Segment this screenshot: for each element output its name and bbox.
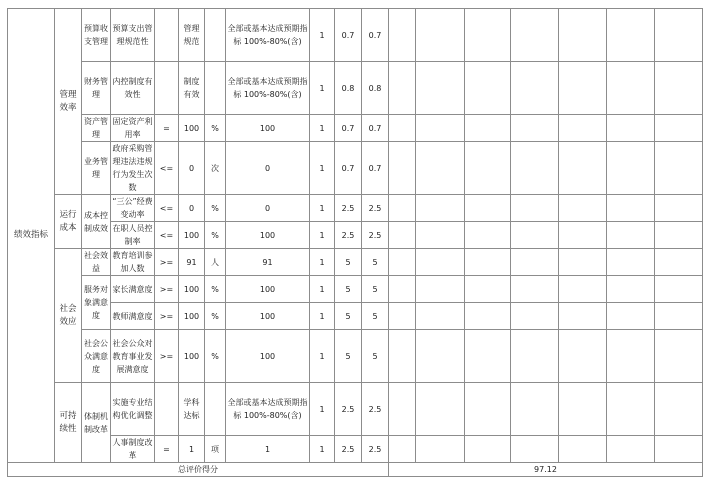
final-score-cell: 5 — [362, 249, 389, 276]
target-value-cell: 学科达标 — [179, 383, 205, 436]
operator-cell — [155, 62, 179, 115]
empty-cell — [559, 276, 607, 303]
target-value-cell: 91 — [179, 249, 205, 276]
score-cell: 5 — [335, 276, 362, 303]
empty-cell — [655, 115, 703, 142]
empty-cell — [607, 249, 655, 276]
table-row — [8, 303, 703, 330]
indicator-name-cell: 固定资产利用率 — [111, 115, 155, 142]
empty-cell — [511, 115, 559, 142]
empty-cell — [389, 115, 416, 142]
target-value-cell: 100 — [179, 330, 205, 383]
empty-cell — [511, 62, 559, 115]
empty-cell — [511, 222, 559, 249]
table-row — [8, 142, 703, 195]
unit-cell: 人 — [205, 249, 226, 276]
scoring-standard-cell: 0 — [226, 142, 310, 195]
operator-cell: = — [155, 436, 179, 463]
operator-cell: >= — [155, 303, 179, 330]
final-score-cell: 0.7 — [362, 9, 389, 62]
empty-cell — [416, 9, 465, 62]
final-score-cell: 5 — [362, 330, 389, 383]
score-cell: 2.5 — [335, 222, 362, 249]
total-score-value: 97.12 — [389, 463, 703, 477]
unit-cell: 次 — [205, 142, 226, 195]
level3-indicator-cell: 资产管理 — [82, 115, 111, 142]
weight-cell: 1 — [310, 115, 335, 142]
unit-cell — [205, 383, 226, 436]
operator-cell — [155, 9, 179, 62]
score-cell: 0.7 — [335, 9, 362, 62]
empty-cell — [416, 303, 465, 330]
score-cell: 2.5 — [335, 383, 362, 436]
empty-cell — [465, 436, 511, 463]
indicator-name-cell: 内控制度有效性 — [111, 62, 155, 115]
empty-cell — [607, 9, 655, 62]
unit-cell — [205, 62, 226, 115]
empty-cell — [389, 222, 416, 249]
indicator-name-cell: 在职人员控制率 — [111, 222, 155, 249]
unit-cell: % — [205, 115, 226, 142]
indicator-name-cell: 家长满意度 — [111, 276, 155, 303]
empty-cell — [607, 62, 655, 115]
empty-cell — [607, 195, 655, 222]
unit-cell: % — [205, 303, 226, 330]
indicator-name-cell: 教育培训参加人数 — [111, 249, 155, 276]
table-row — [8, 383, 703, 436]
target-value-cell: 100 — [179, 222, 205, 249]
empty-cell — [655, 62, 703, 115]
level3-indicator-cell: 成本控制成效 — [82, 195, 111, 249]
empty-cell — [465, 330, 511, 383]
score-cell: 5 — [335, 303, 362, 330]
empty-cell — [389, 303, 416, 330]
level3-indicator-cell: 服务对象满意度 — [82, 276, 111, 330]
empty-cell — [655, 222, 703, 249]
empty-cell — [465, 115, 511, 142]
empty-cell — [416, 115, 465, 142]
empty-cell — [416, 142, 465, 195]
empty-cell — [655, 436, 703, 463]
target-value-cell: 管理规范 — [179, 9, 205, 62]
unit-cell: % — [205, 222, 226, 249]
empty-cell — [559, 330, 607, 383]
empty-cell — [511, 142, 559, 195]
level3-indicator-cell: 预算收支管理 — [82, 9, 111, 62]
score-cell: 0.7 — [335, 142, 362, 195]
target-value-cell: 制度有效 — [179, 62, 205, 115]
level2-indicator-cell: 可持续性 — [55, 383, 82, 463]
empty-cell — [416, 195, 465, 222]
score-cell: 2.5 — [335, 436, 362, 463]
score-cell: 2.5 — [335, 195, 362, 222]
empty-cell — [559, 222, 607, 249]
scoring-standard-cell: 全部或基本达成预期指标 100%-80%(含) — [226, 9, 310, 62]
empty-cell — [389, 276, 416, 303]
scoring-standard-cell: 100 — [226, 276, 310, 303]
empty-cell — [607, 330, 655, 383]
empty-cell — [416, 276, 465, 303]
scoring-standard-cell: 91 — [226, 249, 310, 276]
final-score-cell: 5 — [362, 276, 389, 303]
empty-cell — [655, 330, 703, 383]
target-value-cell: 0 — [179, 142, 205, 195]
level1-indicator-cell: 绩效指标 — [8, 9, 55, 463]
empty-cell — [559, 62, 607, 115]
indicator-name-cell: “三公”经费变动率 — [111, 195, 155, 222]
empty-cell — [416, 330, 465, 383]
level3-indicator-cell: 社会公众满意度 — [82, 330, 111, 383]
table-row — [8, 276, 703, 303]
empty-cell — [607, 222, 655, 249]
operator-cell: <= — [155, 222, 179, 249]
empty-cell — [607, 436, 655, 463]
empty-cell — [655, 9, 703, 62]
empty-cell — [559, 195, 607, 222]
level3-indicator-cell: 体制机制改革 — [82, 383, 111, 463]
empty-cell — [607, 115, 655, 142]
unit-cell: % — [205, 330, 226, 383]
weight-cell: 1 — [310, 62, 335, 115]
operator-cell: >= — [155, 276, 179, 303]
empty-cell — [416, 249, 465, 276]
empty-cell — [559, 383, 607, 436]
empty-cell — [389, 195, 416, 222]
final-score-cell: 0.7 — [362, 142, 389, 195]
empty-cell — [607, 383, 655, 436]
unit-cell: % — [205, 276, 226, 303]
unit-cell — [205, 9, 226, 62]
table-row — [8, 195, 703, 222]
indicator-name-cell: 预算支出管理规范性 — [111, 9, 155, 62]
empty-cell — [465, 142, 511, 195]
weight-cell: 1 — [310, 436, 335, 463]
weight-cell: 1 — [310, 276, 335, 303]
total-row — [8, 463, 703, 477]
scoring-standard-cell: 0 — [226, 195, 310, 222]
empty-cell — [389, 62, 416, 115]
performance-indicator-table — [7, 8, 703, 477]
scoring-standard-cell: 100 — [226, 330, 310, 383]
weight-cell: 1 — [310, 222, 335, 249]
unit-cell: % — [205, 195, 226, 222]
empty-cell — [465, 249, 511, 276]
empty-cell — [655, 303, 703, 330]
target-value-cell: 100 — [179, 303, 205, 330]
table-row — [8, 115, 703, 142]
empty-cell — [511, 9, 559, 62]
empty-cell — [511, 436, 559, 463]
final-score-cell: 5 — [362, 303, 389, 330]
final-score-cell: 0.8 — [362, 62, 389, 115]
final-score-cell: 2.5 — [362, 195, 389, 222]
final-score-cell: 0.7 — [362, 115, 389, 142]
table-row — [8, 222, 703, 249]
weight-cell: 1 — [310, 330, 335, 383]
empty-cell — [416, 62, 465, 115]
empty-cell — [559, 115, 607, 142]
empty-cell — [511, 330, 559, 383]
total-score-label: 总评价得分 — [8, 463, 389, 477]
weight-cell: 1 — [310, 303, 335, 330]
scoring-standard-cell: 100 — [226, 222, 310, 249]
indicator-name-cell: 人事制度改革 — [111, 436, 155, 463]
empty-cell — [655, 276, 703, 303]
empty-cell — [559, 9, 607, 62]
indicator-name-cell: 实施专业结构优化调整 — [111, 383, 155, 436]
scoring-standard-cell: 100 — [226, 303, 310, 330]
operator-cell: <= — [155, 142, 179, 195]
scoring-standard-cell: 1 — [226, 436, 310, 463]
scoring-standard-cell: 全部或基本达成预期指标 100%-80%(含) — [226, 383, 310, 436]
empty-cell — [655, 195, 703, 222]
table-row — [8, 62, 703, 115]
unit-cell: 项 — [205, 436, 226, 463]
level3-indicator-cell: 社会效益 — [82, 249, 111, 276]
empty-cell — [389, 330, 416, 383]
final-score-cell: 2.5 — [362, 383, 389, 436]
operator-cell: >= — [155, 330, 179, 383]
target-value-cell: 100 — [179, 115, 205, 142]
weight-cell: 1 — [310, 9, 335, 62]
operator-cell: <= — [155, 195, 179, 222]
empty-cell — [559, 249, 607, 276]
empty-cell — [416, 222, 465, 249]
empty-cell — [559, 436, 607, 463]
empty-cell — [389, 436, 416, 463]
operator-cell — [155, 383, 179, 436]
indicator-name-cell: 教师满意度 — [111, 303, 155, 330]
target-value-cell: 1 — [179, 436, 205, 463]
empty-cell — [511, 303, 559, 330]
final-score-cell: 2.5 — [362, 436, 389, 463]
empty-cell — [465, 195, 511, 222]
level2-indicator-cell: 社会效应 — [55, 249, 82, 383]
empty-cell — [511, 249, 559, 276]
table-row — [8, 9, 703, 62]
scoring-standard-cell: 100 — [226, 115, 310, 142]
empty-cell — [416, 436, 465, 463]
weight-cell: 1 — [310, 142, 335, 195]
empty-cell — [465, 9, 511, 62]
indicator-name-cell: 社会公众对教育事业发展满意度 — [111, 330, 155, 383]
empty-cell — [389, 9, 416, 62]
empty-cell — [465, 303, 511, 330]
empty-cell — [559, 303, 607, 330]
empty-cell — [389, 383, 416, 436]
weight-cell: 1 — [310, 383, 335, 436]
level3-indicator-cell: 业务管理 — [82, 142, 111, 195]
operator-cell: >= — [155, 249, 179, 276]
score-cell: 5 — [335, 249, 362, 276]
indicator-name-cell: 政府采购管理违法违规行为发生次数 — [111, 142, 155, 195]
scoring-standard-cell: 全部或基本达成预期指标 100%-80%(含) — [226, 62, 310, 115]
target-value-cell: 0 — [179, 195, 205, 222]
empty-cell — [607, 142, 655, 195]
empty-cell — [559, 142, 607, 195]
table-row — [8, 249, 703, 276]
weight-cell: 1 — [310, 249, 335, 276]
empty-cell — [389, 249, 416, 276]
empty-cell — [655, 142, 703, 195]
empty-cell — [655, 249, 703, 276]
level3-indicator-cell: 财务管理 — [82, 62, 111, 115]
empty-cell — [465, 276, 511, 303]
table-row — [8, 330, 703, 383]
operator-cell: = — [155, 115, 179, 142]
final-score-cell: 2.5 — [362, 222, 389, 249]
empty-cell — [511, 383, 559, 436]
empty-cell — [416, 383, 465, 436]
empty-cell — [511, 276, 559, 303]
empty-cell — [607, 303, 655, 330]
empty-cell — [465, 222, 511, 249]
table-row — [8, 436, 703, 463]
target-value-cell: 100 — [179, 276, 205, 303]
level2-indicator-cell: 管理效率 — [55, 9, 82, 195]
level2-indicator-cell: 运行成本 — [55, 195, 82, 249]
weight-cell: 1 — [310, 195, 335, 222]
empty-cell — [465, 62, 511, 115]
score-cell: 0.8 — [335, 62, 362, 115]
score-cell: 5 — [335, 330, 362, 383]
score-cell: 0.7 — [335, 115, 362, 142]
empty-cell — [511, 195, 559, 222]
empty-cell — [655, 383, 703, 436]
empty-cell — [389, 142, 416, 195]
empty-cell — [607, 276, 655, 303]
empty-cell — [465, 383, 511, 436]
